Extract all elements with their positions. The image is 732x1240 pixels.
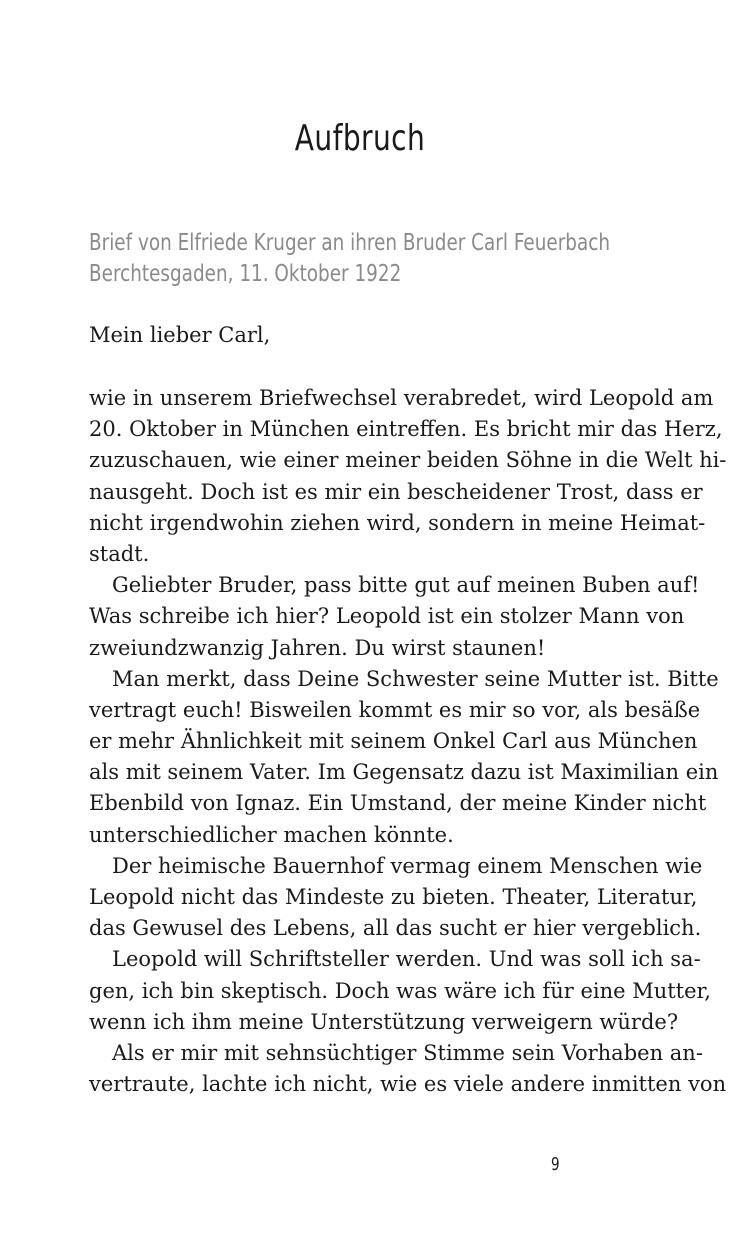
body-line: nicht irgendwohin ziehen wird, sondern in meine Heimat- — [89, 510, 706, 535]
body-line: nausgeht. Doch ist es mir ein bescheidener Trost, dass er — [89, 479, 703, 504]
body-line: zuzuschauen, wie einer meiner beiden Söhne in die Welt hi- — [89, 448, 727, 473]
page-number: 9 — [551, 1154, 560, 1175]
body-line: Man merkt, dass Deine Schwester seine Mutter ist. Bitte — [112, 666, 719, 691]
body-line: vertragt euch! Bisweilen kommt es mir so vor, als besäße — [89, 697, 701, 722]
body-line: Geliebter Bruder, pass bitte gut auf meinen Buben auf! — [112, 573, 700, 598]
letter-heading — [89, 228, 611, 290]
body-line: Als er mir mit sehnsüchtiger Stimme sein Vorhaben an- — [112, 1040, 703, 1065]
body-line: Ebenbild von Ignaz. Ein Umstand, der meine Kinder nicht — [89, 791, 707, 816]
body-line: Was schreibe ich hier? Leopold ist ein stolzer Mann von — [89, 604, 685, 629]
body-line: er mehr Ähnlichkeit mit seinem Onkel Carl aus München — [89, 729, 698, 754]
body-line: unterschiedlicher machen könnte. — [89, 822, 454, 847]
body-line: 20. Oktober in München eintreffen. Es bricht mir das Herz, — [89, 417, 723, 442]
body-line: Der heimische Bauernhof vermag einem Menschen wie — [112, 853, 703, 878]
letter-body — [89, 383, 727, 1100]
chapter-title: Aufbruch — [294, 118, 426, 159]
body-line: das Gewusel des Lebens, all das sucht er hier vergeblich. — [89, 916, 702, 941]
letter-heading-line-1: Brief von Elfriede Kruger an ihren Bruder Carl Feuerbach — [89, 230, 611, 256]
body-line: als mit seinem Vater. Im Gegensatz dazu ist Maximilian ein — [89, 760, 719, 785]
body-line: wie in unserem Briefwechsel verabredet, wird Leopold am — [89, 386, 714, 410]
letter-salutation: Mein lieber Carl, — [89, 323, 271, 347]
body-line: zweiundzwanzig Jahren. Du wirst staunen! — [89, 635, 546, 660]
body-line: Leopold will Schriftsteller werden. Und was soll ich sa- — [112, 947, 701, 972]
body-line: vertraute, lachte ich nicht, wie es viele andere inmitten von — [89, 1072, 727, 1097]
body-line: wenn ich ihm meine Unterstützung verweigern würde? — [89, 1009, 679, 1034]
letter-heading-line-2: Berchtesgaden, 11. Oktober 1922 — [89, 261, 402, 287]
body-line: Leopold nicht das Mindeste zu bieten. Theater, Literatur, — [89, 885, 698, 909]
body-line: gen, ich bin skeptisch. Doch was wäre ich für eine Mutter, — [89, 978, 711, 1003]
body-line: stadt. — [89, 541, 150, 566]
